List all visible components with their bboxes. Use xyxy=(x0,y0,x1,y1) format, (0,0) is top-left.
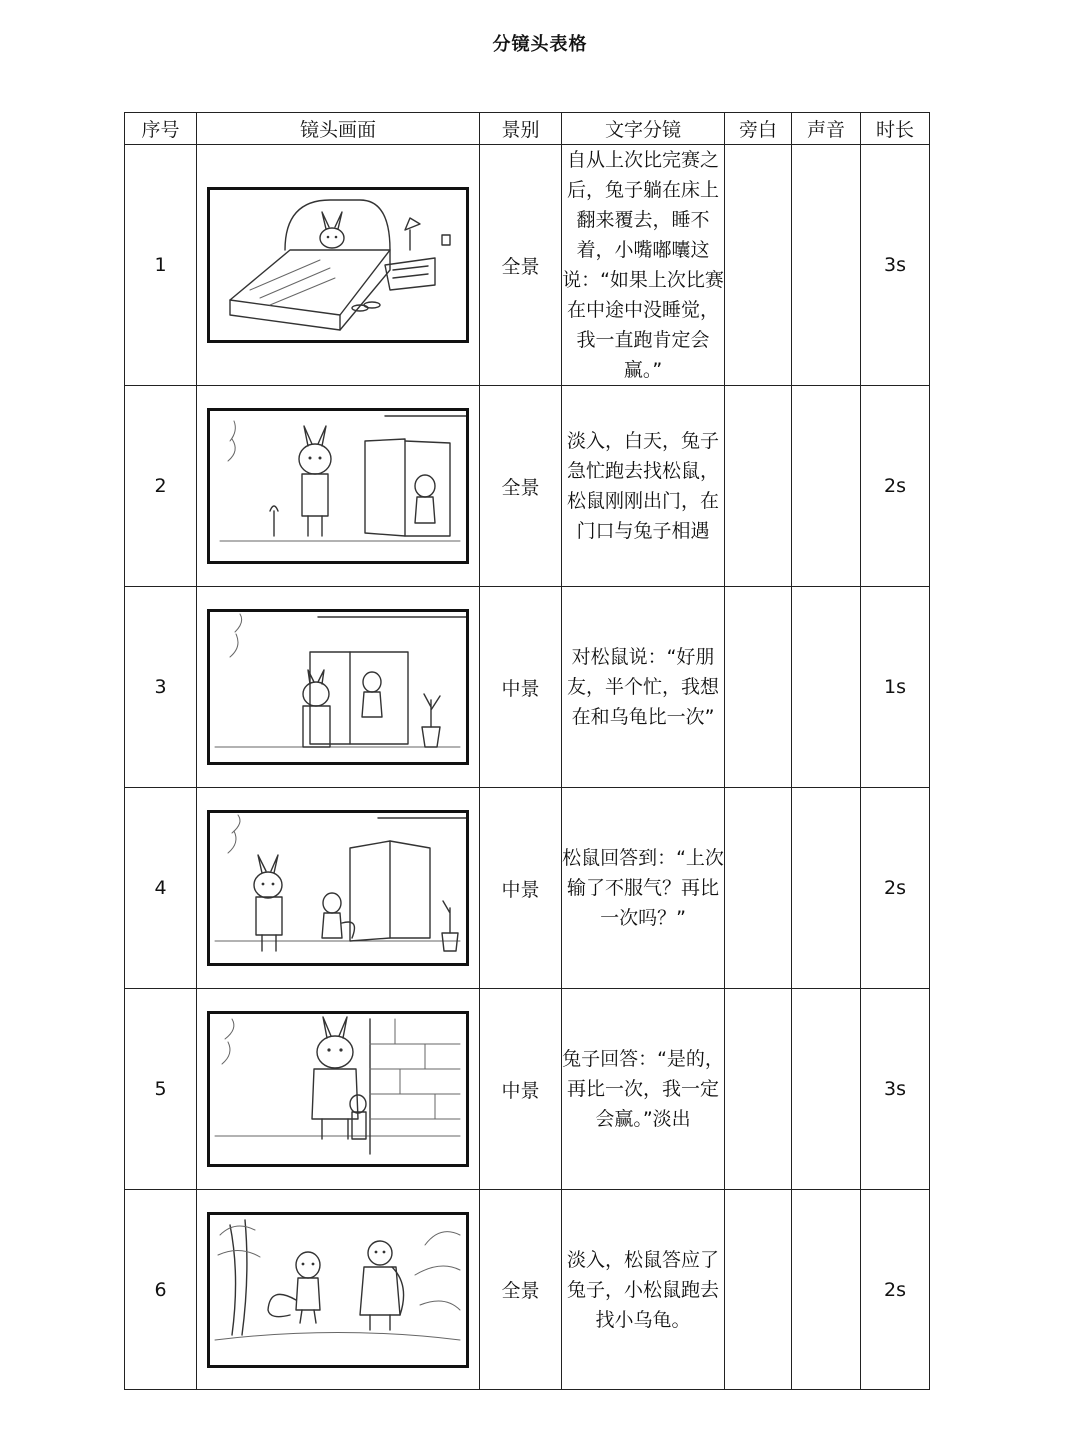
shot-type: 全景 xyxy=(480,145,562,386)
text-storyboard: 对松鼠说：“好朋友，半个忙，我想在和乌龟比一次” xyxy=(562,587,725,788)
narration-cell xyxy=(725,989,792,1190)
text-storyboard: 兔子回答：“是的，再比一次，我一定会赢。”淡出 xyxy=(562,989,725,1190)
picture-cell xyxy=(197,788,480,989)
shot-type: 中景 xyxy=(480,989,562,1190)
sound-cell xyxy=(792,788,861,989)
sketch-rabbit-back xyxy=(210,612,466,762)
row-num: 4 xyxy=(125,788,197,989)
table-row xyxy=(125,989,930,1190)
duration-cell: 3s xyxy=(861,989,930,1190)
shot-type: 全景 xyxy=(480,386,562,587)
table-row xyxy=(125,788,930,989)
sound-cell xyxy=(792,587,861,788)
picture-cell xyxy=(197,1190,480,1390)
header-picture: 镜头画面 xyxy=(197,113,480,145)
narration-cell xyxy=(725,145,792,386)
header-duration: 时长 xyxy=(861,113,930,145)
header-sound: 声音 xyxy=(792,113,861,145)
row-num: 5 xyxy=(125,989,197,1190)
duration-cell: 2s xyxy=(861,386,930,587)
header-narration: 旁白 xyxy=(725,113,792,145)
storyboard-frame-doorway-meet xyxy=(207,408,469,564)
storyboard-frame-squirrel-turtle xyxy=(207,1212,469,1368)
sound-cell xyxy=(792,1190,861,1390)
duration-cell: 1s xyxy=(861,587,930,788)
sound-cell xyxy=(792,989,861,1190)
sketch-doorway-meet xyxy=(210,411,466,561)
text-storyboard: 松鼠回答到：“上次输了不服气？再比一次吗？” xyxy=(562,788,725,989)
text-storyboard: 自从上次比完赛之后，兔子躺在床上翻来覆去，睡不着，小嘴嘟囔这说：“如果上次比赛在中途中没睡觉，我一直跑肯定会赢。” xyxy=(562,145,725,386)
table-row xyxy=(125,145,930,386)
picture-cell xyxy=(197,145,480,386)
text-storyboard: 淡入，白天，兔子急忙跑去找松鼠，松鼠刚刚出门，在门口与兔子相遇 xyxy=(562,386,725,587)
sketch-squirrel-answer xyxy=(210,813,466,963)
table-row xyxy=(125,587,930,788)
picture-cell xyxy=(197,587,480,788)
storyboard-frame-rabbit-closeup xyxy=(207,1011,469,1167)
header-num: 序号 xyxy=(125,113,197,145)
shot-type: 中景 xyxy=(480,587,562,788)
shot-type: 中景 xyxy=(480,788,562,989)
narration-cell xyxy=(725,1190,792,1390)
narration-cell xyxy=(725,386,792,587)
row-num: 6 xyxy=(125,1190,197,1390)
storyboard-frame-bedroom xyxy=(207,187,469,343)
duration-cell: 2s xyxy=(861,788,930,989)
row-num: 1 xyxy=(125,145,197,386)
sound-cell xyxy=(792,145,861,386)
sound-cell xyxy=(792,386,861,587)
header-row xyxy=(125,113,930,145)
sketch-bedroom xyxy=(210,190,466,340)
sketch-rabbit-closeup xyxy=(210,1014,466,1164)
row-num: 2 xyxy=(125,386,197,587)
storyboard-frame-rabbit-back xyxy=(207,609,469,765)
storyboard-table xyxy=(124,112,930,1390)
header-text: 文字分镜 xyxy=(562,113,725,145)
picture-cell xyxy=(197,386,480,587)
sketch-squirrel-turtle xyxy=(210,1215,466,1365)
storyboard-frame-squirrel-answer xyxy=(207,810,469,966)
shot-type: 全景 xyxy=(480,1190,562,1390)
narration-cell xyxy=(725,587,792,788)
row-num: 3 xyxy=(125,587,197,788)
table-row xyxy=(125,386,930,587)
header-shot-type: 景别 xyxy=(480,113,562,145)
text-storyboard: 淡入，松鼠答应了兔子，小松鼠跑去找小乌龟。 xyxy=(562,1190,725,1390)
table-row xyxy=(125,1190,930,1390)
picture-cell xyxy=(197,989,480,1190)
narration-cell xyxy=(725,788,792,989)
document-title: 分镜头表格 xyxy=(492,34,588,55)
duration-cell: 2s xyxy=(861,1190,930,1390)
duration-cell: 3s xyxy=(861,145,930,386)
